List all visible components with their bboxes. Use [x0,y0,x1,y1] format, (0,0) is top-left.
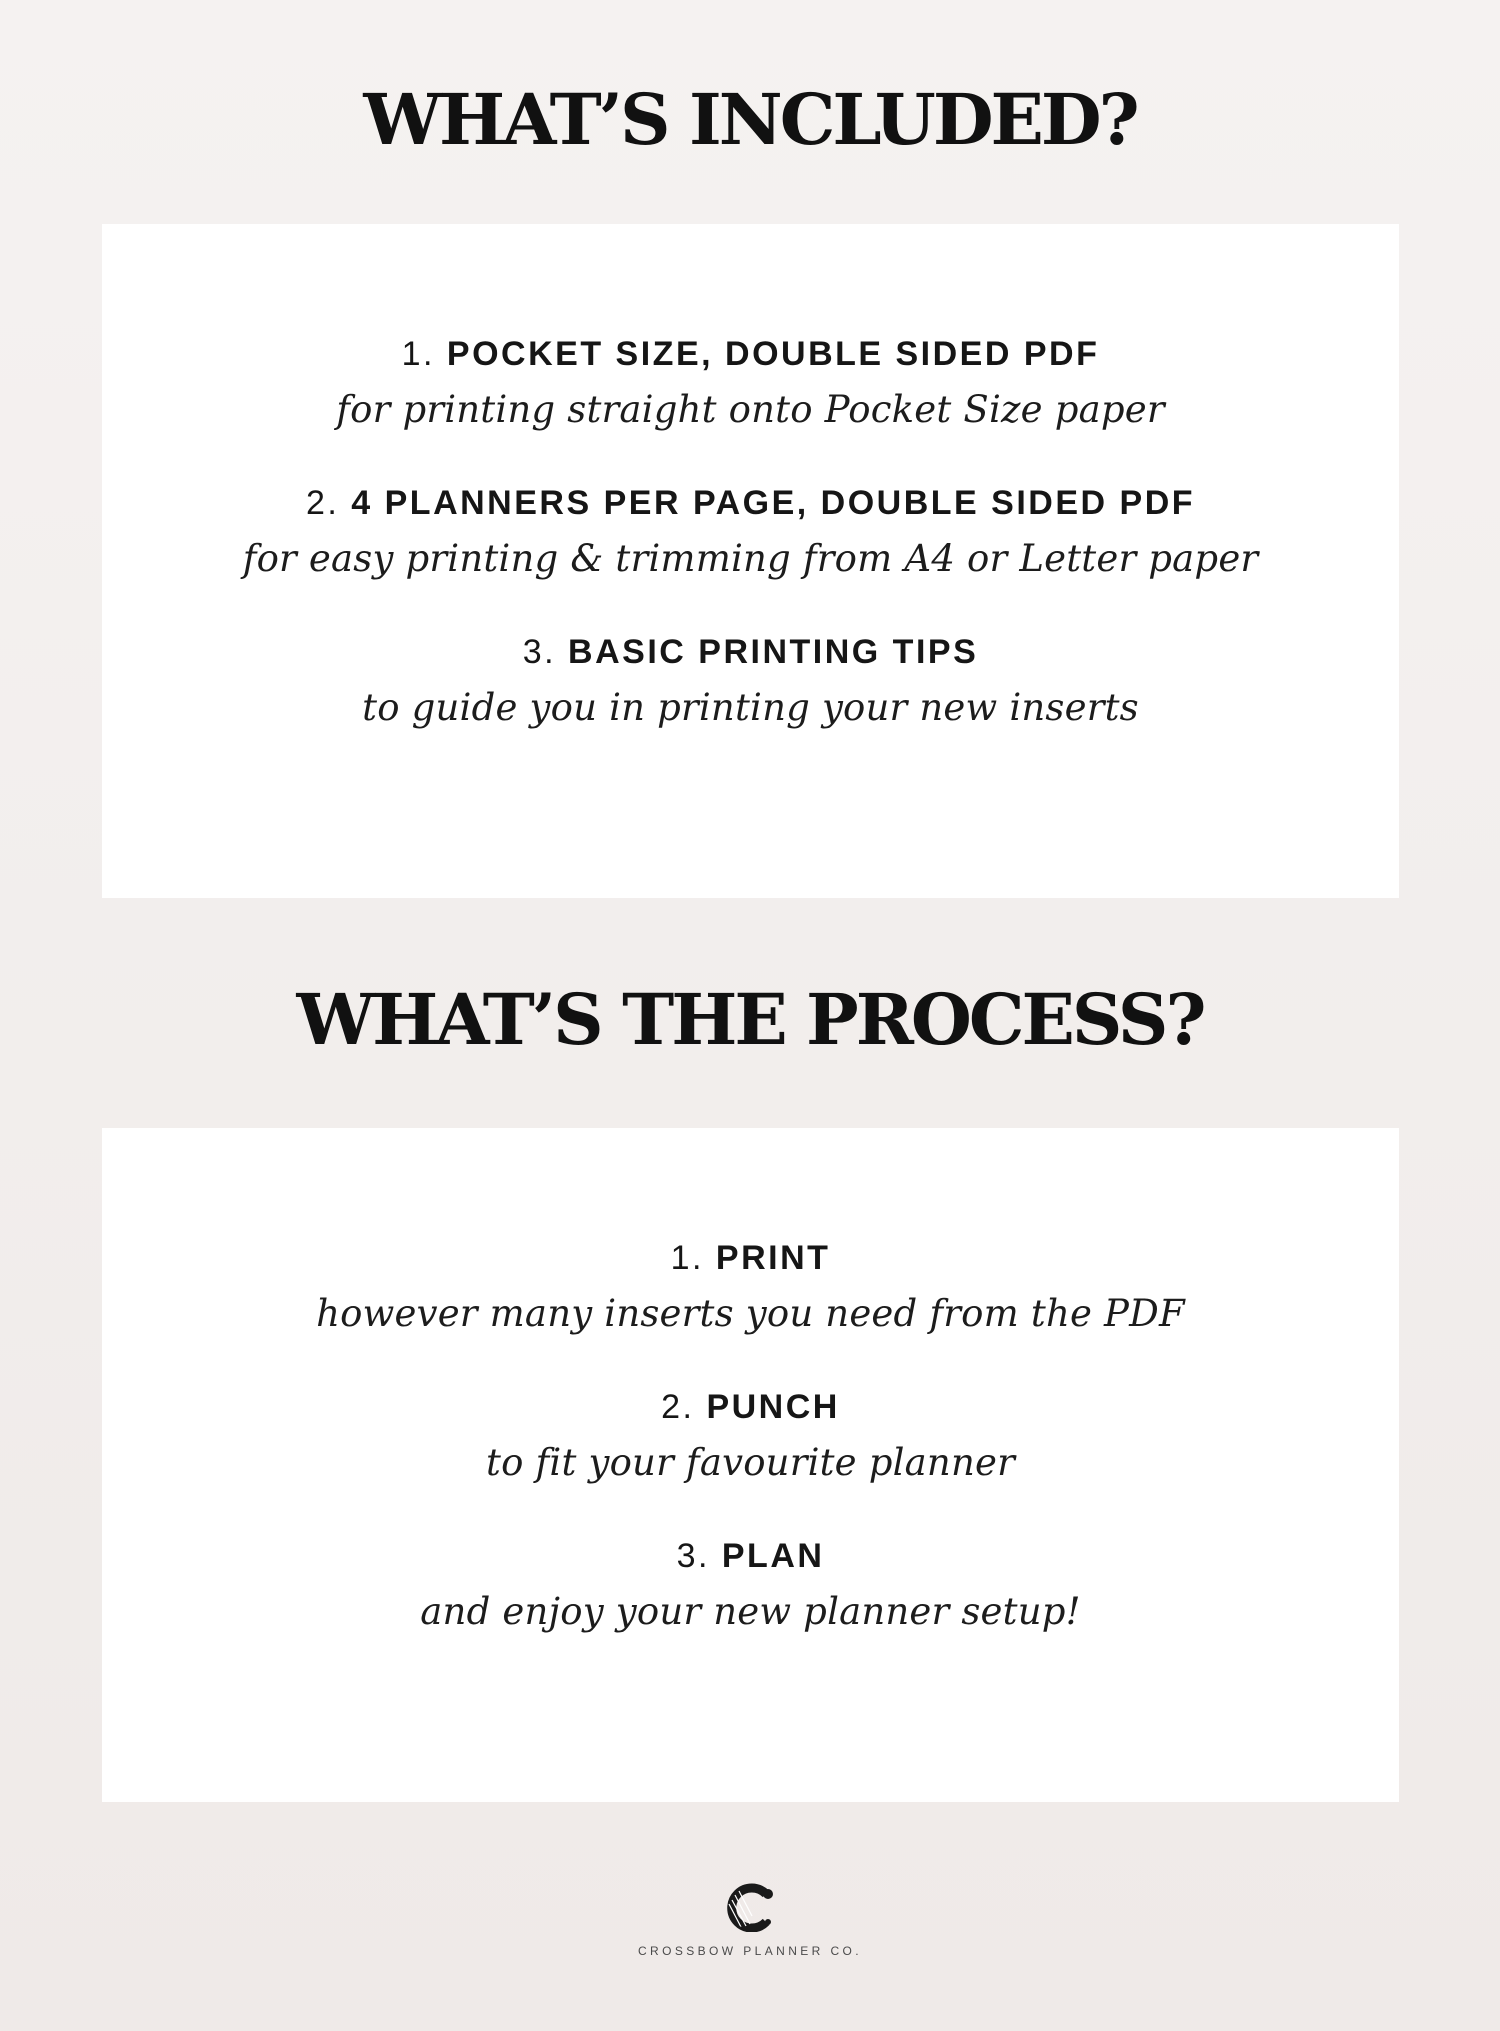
list-item [102,1385,1399,1491]
item-description: however many inserts you need from the PDF [316,1292,1185,1335]
list-item [102,481,1399,587]
item-label: BASIC PRINTING TIPS [568,633,979,671]
item-title [102,481,1399,525]
heading-whats-included: WHAT’S INCLUDED? [363,78,1137,161]
item-number: 2. [661,1388,695,1426]
heading-whats-the-process: WHAT’S THE PROCESS? [296,978,1204,1061]
item-label: PRINT [715,1239,831,1277]
item-description: to guide you in printing your new inserts [362,686,1139,729]
item-number: 1. [670,1239,704,1277]
item-title [102,332,1399,376]
item-description: and enjoy your new planner setup! [420,1590,1081,1633]
process-list [102,1236,1399,1640]
item-title [102,1534,1399,1578]
list-item [102,1534,1399,1640]
item-description: for easy printing & trimming from A4 or Letter paper [242,537,1259,580]
item-number: 1. [401,335,435,373]
item-number: 2. [305,484,340,522]
item-label: PUNCH [706,1388,840,1426]
list-item [102,630,1399,736]
item-number: 3. [676,1537,710,1575]
item-title [102,1236,1399,1280]
crossbow-logo-icon [724,1880,776,1932]
item-label: 4 PLANNERS PER PAGE, DOUBLE SIDED PDF [351,484,1196,522]
item-number: 3. [522,633,557,671]
included-card [102,224,1399,898]
process-card [102,1128,1399,1802]
item-title [102,630,1399,674]
brand-name: CROSSBOW PLANNER CO. [637,1944,863,1958]
list-item [102,1236,1399,1342]
brand-footer [0,1880,1500,1958]
item-title [102,1385,1399,1429]
item-description: for printing straight onto Pocket Size paper [336,388,1165,431]
list-item [102,332,1399,438]
included-list [102,332,1399,736]
item-label: PLAN [721,1537,825,1575]
item-label: POCKET SIZE, DOUBLE SIDED PDF [446,335,1100,373]
item-description: to fit your favourite planner [486,1441,1015,1484]
